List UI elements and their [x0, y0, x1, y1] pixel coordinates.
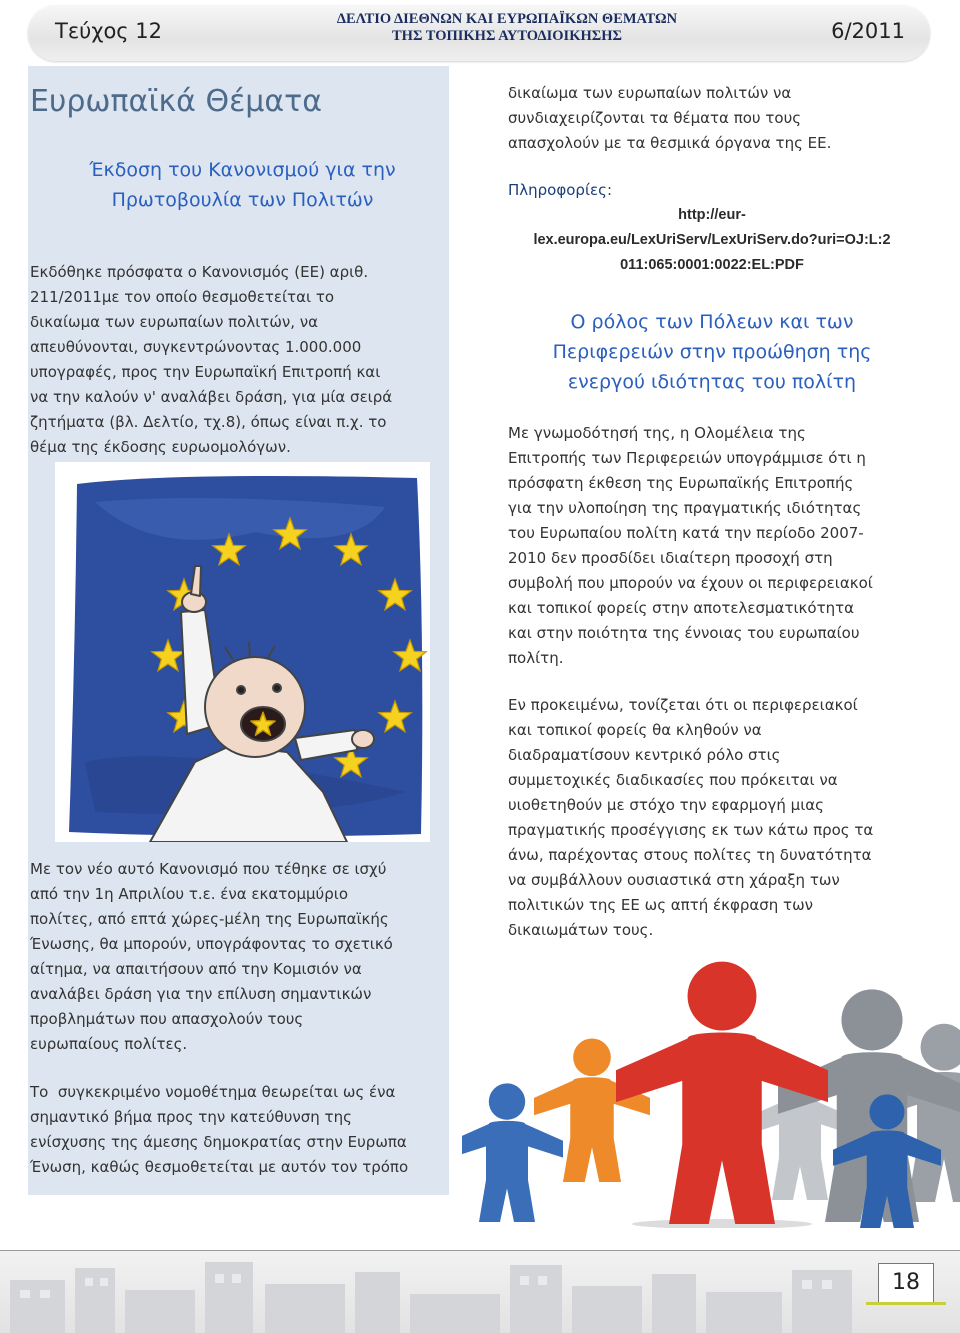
figure-shadow [632, 1219, 812, 1228]
text-line: Το συγκεκριμένο νομοθέτημα θεωρείται ως ένα [30, 1083, 396, 1101]
text-line: και τοπικοί φορείς στην αποτελεσματικότητα [508, 599, 855, 617]
building [510, 1265, 562, 1333]
text-line: άνω, παρέχοντας στους πολίτες τη δυνατότητα [508, 846, 872, 864]
figure-eye [273, 684, 281, 692]
text-line: υπογραφές, προς την Ευρωπαϊκή Επιτροπή και [30, 363, 381, 381]
building [355, 1272, 400, 1333]
masthead-line-2: ΤΗΣ ΤΟΠΙΚΗΣ ΑΥΤΟΔΙΟΙΚΗΣΗΣ [392, 28, 622, 44]
text-line: Ένωσης, θα μπορούν, υπογράφοντας το σχετικό [30, 935, 393, 953]
right-paragraph-1 [508, 421, 873, 671]
title-line: Περιφερειών στην προώθηση της [552, 341, 872, 363]
figure-eye [237, 686, 245, 694]
text-line: συμμετοχικές διαδικασίες που πρόκειται να [508, 771, 838, 789]
text-line: για την υλοποίηση της πραγματικής ιδιότητας [508, 499, 862, 517]
text-line: του Ευρωπαίου πολίτη κατά την περίοδο 2007- [508, 524, 864, 542]
issue-date: 6/2011 [831, 19, 905, 43]
text-line: δικαίωμα των ευρωπαίων πολιτών, να [30, 313, 319, 331]
left-paragraph-3 [30, 1080, 408, 1180]
text-line: πολίτη. [508, 649, 564, 667]
title-line: Ο ρόλος των Πόλεων και των [570, 311, 854, 333]
left-paragraph-2 [30, 857, 393, 1057]
figure-head [205, 657, 305, 757]
right-continued-paragraph [508, 81, 831, 156]
text-line: απασχολούν με τα θεσμικά όργανα της ΕΕ. [508, 134, 832, 152]
building [792, 1270, 852, 1333]
text-line: 211/2011με τον οποίο θεσμοθετείται το [30, 288, 335, 306]
link-line[interactable]: http://eur- [678, 207, 746, 223]
building [265, 1284, 345, 1333]
footer-strip [0, 1250, 960, 1333]
title-line: Πρωτοβουλία των Πολιτών [111, 189, 374, 211]
text-line: ευρωπαίους πολίτες. [30, 1035, 188, 1053]
link-line[interactable]: lex.europa.eu/LexUriServ/LexUriServ.do?uri=OJ:L:2 [533, 232, 891, 248]
masthead-line-1: ΔΕΛΤΙΟ ΔΙΕΘΝΩΝ ΚΑΙ ΕΥΡΩΠΑΪΚΩΝ ΘΕΜΑΤΩΝ [336, 11, 678, 27]
building [410, 1294, 500, 1333]
text-line: αναλάβει δράση για την επίλυση σημαντικών [30, 985, 372, 1003]
text-line: διαδραματίσουν κεντρικό ρόλο στις [508, 746, 781, 764]
building [125, 1290, 195, 1333]
text-line: πρόσφατη έκθεση της Ευρωπαϊκής Επιτροπής [508, 474, 854, 492]
text-line: από την 1η Απριλίου τ.ε. ένα εκατομμύριο [30, 885, 349, 903]
building [572, 1286, 642, 1333]
link-line[interactable]: 011:065:0001:0022:EL:PDF [620, 257, 804, 273]
info-label: Πληροφορίες: [508, 181, 612, 199]
building [205, 1262, 253, 1333]
text-line: δικαίωμα των ευρωπαίων πολιτών να [508, 84, 792, 102]
section-title: Ευρωπαϊκά Θέματα [30, 84, 322, 119]
left-article-title [30, 155, 455, 215]
text-line: υιοθετηθούν με στόχο την εφαρμογή μιας [508, 796, 824, 814]
text-line: αίτημα, να απαιτήσουν από την Κομισιόν να [30, 960, 362, 978]
text-line: πραγματικής προσέγγισης εκ των κάτω προς τα [508, 821, 874, 839]
text-line: ενίσχυσης της άμεσης δημοκρατίας στην Ευρωπα [30, 1133, 407, 1151]
figure-right-hand [352, 730, 374, 748]
text-line: δικαιωμάτων τους. [508, 921, 654, 939]
text-line: συμβολή που μπορούν να έχουν οι περιφερειακοί [508, 574, 873, 592]
text-line: ζητήματα (βλ. Δελτίο, τχ.8), όπως είναι π.χ. το [30, 413, 387, 431]
right-paragraph-2 [508, 693, 873, 943]
text-line: 2010 δεν προσδίδει ιδιαίτερη προσοχή στη [508, 549, 833, 567]
info-link[interactable] [508, 203, 916, 278]
text-line: συνδιαχειρίζονται τα θέματα που τους [508, 109, 802, 127]
text-line: πολιτικών της ΕΕ ως απτή έκφραση των [508, 896, 814, 914]
eu-stars-illustration [55, 462, 430, 842]
text-line: να συμβάλλουν ουσιαστικά στη χάραξη των [508, 871, 840, 889]
building [706, 1292, 782, 1333]
right-article-title [508, 307, 916, 397]
building [75, 1268, 115, 1333]
puzzle-people-illustration [462, 952, 960, 1228]
text-line: και στην ποιότητα της έννοιας του ευρωπαίου [508, 624, 860, 642]
text-line: Με τον νέο αυτό Κανονισμό που τέθηκε σε ισχύ [30, 860, 387, 878]
text-line: πολίτες, από επτά χώρες-μέλη της Ευρωπαϊκής [30, 910, 389, 928]
text-line: Ένωση, καθώς θεσμοθετείται με αυτόν τον τρόπο [30, 1158, 409, 1176]
building [652, 1274, 696, 1333]
text-line: Εν προκειμένω, τονίζεται ότι οι περιφερειακοί [508, 696, 858, 714]
page-number: 18 [878, 1263, 934, 1303]
text-line: απευθύνονται, συγκεντρώνοντας 1.000.000 [30, 338, 362, 356]
text-line: Εκδόθηκε πρόσφατα ο Κανονισμός (ΕΕ) αριθ. [30, 263, 369, 281]
text-line: προβλημάτων που απασχολούν τους [30, 1010, 304, 1028]
text-line: και τοπικοί φορείς θα κληθούν να [508, 721, 762, 739]
text-line: Με γνωμοδότησή της, η Ολομέλεια της [508, 424, 806, 442]
page-header [28, 5, 930, 61]
building [10, 1280, 65, 1333]
text-line: σημαντικό βήμα προς την κατεύθυνση της [30, 1108, 352, 1126]
issue-number: Τεύχος 12 [55, 19, 163, 43]
puzzle-person-orange [534, 1038, 650, 1182]
text-line: Επιτροπής των Περιφερειών υπογράμμισε ότι η [508, 449, 866, 467]
title-line: ενεργού ιδιότητας του πολίτη [567, 371, 857, 393]
title-line: Έκδοση του Κανονισμού για την [89, 159, 396, 181]
text-line: να την καλούν ν' αναλάβει δράση, για μία σειρά [30, 388, 393, 406]
left-paragraph-1 [30, 260, 392, 460]
page-number-accent-bar [866, 1302, 946, 1305]
masthead [307, 11, 707, 45]
text-line: θέμα της έκδοσης ευρωομολόγων. [30, 438, 291, 456]
